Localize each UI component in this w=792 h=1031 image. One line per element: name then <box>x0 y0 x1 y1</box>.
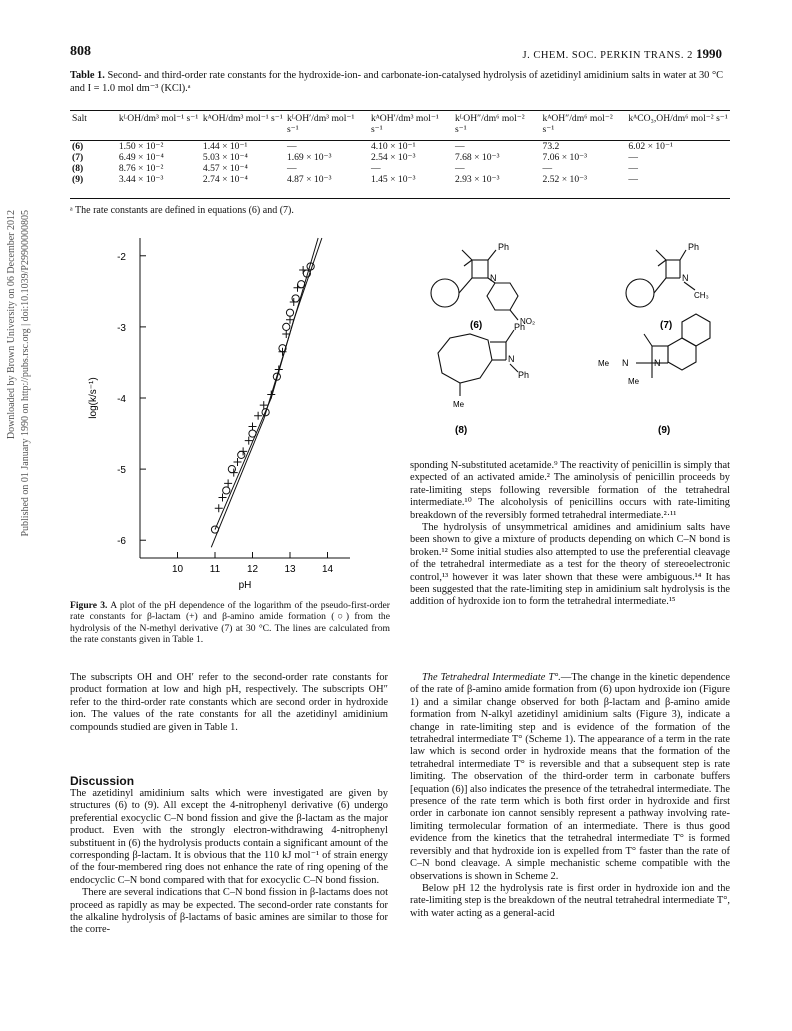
struct-label-6: (6) <box>470 320 483 331</box>
rate-constant-table <box>70 113 730 185</box>
download-notice-line2: Published on 01 January 1990 on http://pubs.rsc.org | doi:10.1039/P29900000805 <box>20 210 31 537</box>
section-heading-tetrahedral: The Tetrahedral Intermediate T°. <box>422 672 561 683</box>
table-header-cell: kᴬCO₃,OH/dm⁶ mol⁻² s⁻¹ <box>628 113 728 124</box>
table-header-cell: kᴸOH′/dm³ mol⁻¹ s⁻¹ <box>286 113 355 135</box>
structure-9 <box>636 314 710 378</box>
table-cell: — <box>628 152 638 163</box>
download-notice <box>6 210 31 630</box>
y-tick-label: -5 <box>117 465 126 477</box>
journal-header <box>523 46 723 62</box>
discussion-heading: Discussion <box>70 774 135 788</box>
table-label: Table 1. <box>70 70 105 81</box>
table-header-row <box>70 113 730 135</box>
table-cell: 7.06 × 10⁻³ <box>542 152 588 163</box>
struct8-me: Me <box>453 400 465 409</box>
struct-label-7: (7) <box>660 320 673 331</box>
figure-label: Figure 3. <box>70 600 108 611</box>
table-cell: 4.57 × 10⁻⁴ <box>202 163 248 174</box>
table-cell: 2.54 × 10⁻³ <box>370 152 416 163</box>
table-cell: — <box>286 141 297 152</box>
struct-label-8: (8) <box>455 425 468 436</box>
struct8-ph2: Ph <box>518 370 530 380</box>
table-header-cell: kᴸOH/dm³ mol⁻¹ s⁻¹ <box>118 113 199 124</box>
struct6-no2: NO₂ <box>520 317 536 326</box>
plus-point <box>249 422 257 430</box>
text-right-top <box>410 460 730 609</box>
circle-point <box>249 430 256 437</box>
table-cell: 6.49 × 10⁻⁴ <box>118 152 164 163</box>
circle-point <box>238 451 245 458</box>
y-tick-label: -2 <box>117 251 126 263</box>
circle-point <box>298 281 305 288</box>
table-cell: — <box>628 163 638 174</box>
struct8-n: N <box>508 354 515 364</box>
struct8-ph: Ph <box>514 322 526 332</box>
table-cell: 1.69 × 10⁻³ <box>286 152 332 163</box>
circle-point <box>223 487 230 494</box>
table-cell: 2.93 × 10⁻³ <box>454 174 500 185</box>
table-cell: 5.03 × 10⁻⁴ <box>202 152 248 163</box>
y-tick-label: -3 <box>117 322 126 334</box>
plus-point <box>219 494 227 502</box>
x-tick-label: 12 <box>246 564 259 575</box>
circle-point <box>228 466 235 473</box>
table-row <box>70 141 730 152</box>
table-cell: — <box>454 163 465 174</box>
table-header-cell: kᴬOH/dm³ mol⁻¹ s⁻¹ <box>202 113 283 124</box>
table-cell: (8) <box>72 163 84 174</box>
x-tick-label: 10 <box>171 564 184 575</box>
structure-6 <box>431 250 518 320</box>
table-cell: 2.52 × 10⁻³ <box>542 174 588 185</box>
table-cell: 73.2 <box>542 141 560 152</box>
struct7-n: N <box>682 273 689 283</box>
circle-point <box>283 323 290 330</box>
figure-caption <box>70 600 390 646</box>
struct6-ph: Ph <box>498 242 510 252</box>
x-tick-label: 11 <box>209 564 221 575</box>
table-cell: 8.76 × 10⁻² <box>118 163 164 174</box>
table-cell: — <box>454 141 465 152</box>
text-right-bottom <box>410 672 730 920</box>
struct6-n: N <box>490 273 497 283</box>
table-row <box>70 152 730 163</box>
struct-label-9: (9) <box>658 425 671 436</box>
table-cell: 3.44 × 10⁻³ <box>118 174 164 185</box>
table-header-cell: kᴬOH′/dm³ mol⁻¹ s⁻¹ <box>370 113 439 135</box>
struct9-n: N <box>622 358 629 368</box>
table-bottom-rule <box>70 198 730 199</box>
table-header-cell: Salt <box>72 113 87 124</box>
journal-year: 1990 <box>696 46 722 61</box>
text-left-para1: The subscripts OH and OH′ refer to the second-order rate constants for product formation at low and high pH, respectively. The subscripts OH″ refer to the third-order rate constants which are second order in hydroxide ion. The values of the rate constants for all the azetidinyl amidinium compounds studied are given in Table 1. <box>70 672 388 733</box>
struct9-me1: Me <box>598 359 610 368</box>
table-row <box>70 174 730 185</box>
struct9-n2: N <box>654 358 661 368</box>
x-tick-label: 14 <box>321 564 334 575</box>
figure-caption-text: A plot of the pH dependence of the logarithm of the pseudo-first-order rate constants for β-lactam (+) and β-amino amide formation (○) from the hydrolysis of the N-methyl derivative (7) at 30 °C. The lines are calculated from the rate constants given in Table 1. <box>70 600 390 646</box>
journal-name: J. CHEM. SOC. PERKIN TRANS. 2 <box>522 50 693 61</box>
chemical-structures <box>410 238 730 448</box>
table-cell: (9) <box>72 174 84 185</box>
table-cell: 1.44 × 10⁻¹ <box>202 141 248 152</box>
x-tick-label: 13 <box>284 564 296 575</box>
table-cell: 7.68 × 10⁻³ <box>454 152 500 163</box>
right-para3: —The change in the kinetic dependence of the rate of β-amino amide formation from (6) upon hydroxide ion (Figure 1) and a similar change observed for both β-lactam and β-amino amide formation from N-alkyl azetidinyl amidinium salts (Figure 3), indicate a change in rate-limiting step and is evidence of the formation of the tetrahedral intermediate T° (Scheme 1). The appearance of a term in the rate law which is second order in hydroxide means that the formation of the tetrahedral intermediate T° is reversible and that a subsequent step is rate limiting. The observation of the third-order term in carbonate buffers [equation (6)] also indicates the presence of the tetrahedral intermediate. The presence of the rate term which is both first order in hydroxide and first order in carbonate ion cannot sensibly represent a pathway involving rate-limiting termolecular formation of an intermediate. There is thus good evidence from the kinetics that the tetrahedral intermediate T° is formed reversibly and that hydroxide ion is expelled from T° faster than the rate of C–N bond cleavage. A simple mechanistic scheme compatible with the observations is shown in Scheme 2. <box>410 672 730 882</box>
table-cell: (7) <box>72 152 84 163</box>
discussion-para2: There are several indications that C–N bond fission in β-lactams does not proceed as rapidly as may be expected. The second-order rate constants for the alkaline hydrolysis of β-lactams of basic amines are similar to those for the corre- <box>70 887 388 936</box>
text-left-discussion <box>70 788 388 937</box>
plus-point <box>234 458 242 466</box>
circle-point <box>292 295 299 302</box>
y-axis-label: log(k/s⁻¹) <box>88 377 99 419</box>
right-para2: The hydrolysis of unsymmetrical amidines and amidinium salts have been shown to give a mixture of products depending on which C–N bond is broken.¹² Some initial studies also attempted to use the preferential cleavage of the tetrahedral intermediate as a test for the theory of stereoelectronic control,¹³ however it was later shown that these were ambiguous.¹⁴ It has been suggested that the rate-limiting step in amidinium salt hydrolysis is the addition of hydroxide ion to form the tetrahedral intermediate.¹⁵ <box>410 522 730 608</box>
table-cell: 1.50 × 10⁻² <box>118 141 164 152</box>
circle-point <box>286 309 293 316</box>
struct9-me2: Me <box>628 377 640 386</box>
plus-point <box>215 504 223 512</box>
table-cell: — <box>628 174 638 185</box>
table-cell: — <box>286 163 297 174</box>
right-para4: Below pH 12 the hydrolysis rate is first order in hydroxide ion and the rate-limiting step is the breakdown of the neutral tetrahedral intermediate T°, with water acting as a general-acid <box>410 882 730 919</box>
ph-rate-chart <box>80 228 390 598</box>
right-para1: sponding N-substituted acetamide.⁹ The reactivity of penicillin is simply that expected of an activated amide.² The aminolysis of penicillin proceeds by rate-limiting steps following reversible formation of the tetrahedral intermediate.¹⁰ The alcoholysis of penicillins occurs with rate-limiting breakdown of the reversibly formed tetrahedral intermediate.²·¹¹ <box>410 460 730 521</box>
table-top-rule <box>70 110 730 111</box>
table-row <box>70 163 730 174</box>
table-cell: — <box>370 163 381 174</box>
table-cell: 1.45 × 10⁻³ <box>370 174 416 185</box>
table-footnote: ᵃ The rate constants are defined in equations (6) and (7). <box>70 205 294 216</box>
discussion-para1: The azetidinyl amidinium salts which were investigated are given by structures (6) to (9). All except the 4-nitrophenyl derivative (6) undergo preferential exocyclic C–N bond fission and give the β-lactam as the major product. Even with the strongly electron-withdrawing 4-nitrophenyl substituent in (6) the hydrolysis products contain a significant amount of the corresponding β-lactam. It is obvious that the 110 kJ mol⁻¹ of strain energy of the four-membered ring does not enhance the rate of ring opening of the endocyclic C–N bond compared with that for exocyclic C–N bond fission. <box>70 788 388 886</box>
plus-point <box>254 412 262 420</box>
page-number: 808 <box>70 44 91 59</box>
download-notice-line1: Downloaded by Brown University on 06 December 2012 <box>6 210 17 440</box>
table-cell: 4.87 × 10⁻³ <box>286 174 332 185</box>
table-header-cell: kᴬOH″/dm⁶ mol⁻² s⁻¹ <box>542 113 613 135</box>
plus-point <box>224 479 232 487</box>
x-axis-label: pH <box>238 580 252 591</box>
table-cell: 4.10 × 10⁻¹ <box>370 141 416 152</box>
table-cell: (6) <box>72 141 84 152</box>
table-cell: — <box>542 163 553 174</box>
table-caption <box>70 70 730 95</box>
y-tick-label: -4 <box>117 394 126 405</box>
table-cell: 6.02 × 10⁻¹ <box>628 141 673 152</box>
struct7-ph: Ph <box>688 242 700 252</box>
table-header-cell: kᴸOH″/dm⁶ mol⁻² s⁻¹ <box>454 113 525 135</box>
y-tick-label: -6 <box>117 536 126 548</box>
fit-line <box>215 238 322 530</box>
plus-point <box>267 390 275 398</box>
table-caption-text: Second- and third-order rate constants for the hydroxide-ion- and carbonate-ion-catalysed hydrolysis of azetidinyl amidinium salts in water at 30 °C and I = 1.0 mol dm⁻³ (KCl).ᵃ <box>70 70 724 94</box>
structure-8 <box>438 330 518 396</box>
table-cell: 2.74 × 10⁻⁴ <box>202 174 248 185</box>
plus-point <box>275 366 283 374</box>
struct7-ch3: CH₃ <box>694 291 709 300</box>
